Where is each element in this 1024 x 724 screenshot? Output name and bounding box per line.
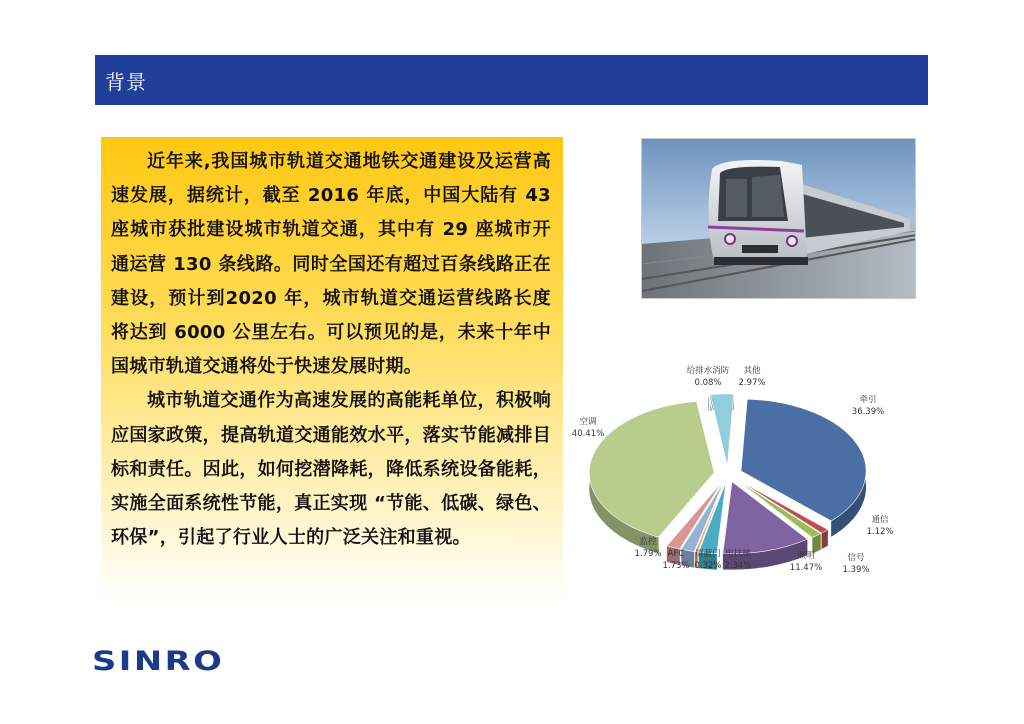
paragraph-development: 近年来,我国城市轨道交通地铁交通建设及运营高速发展，据统计，截至 2016 年底，中国大陆有 43 座城市获批建设城市轨道交通，其中有 29 座城市开通运营 130 条线路。同时全国还有超过百条线路正在建设，预计到2020 年，城市轨道交通运营线路长度将达到 6000 公里左右。可以预见的是，未来十年中国城市轨道交通将处于快速发展时期。 — [111, 151, 551, 378]
metro-train-illustration — [642, 139, 916, 299]
pie-label-0: 牵引 — [859, 395, 877, 405]
pie-chart-svg — [568, 362, 908, 580]
pie-value-label-5: 0.32% — [694, 561, 722, 571]
sinro-logo: SINRO — [92, 646, 225, 677]
pie-label-5: 屏蔽门 — [695, 549, 721, 559]
pie-value-label-3: 11.47% — [789, 563, 823, 573]
background-text-box — [101, 137, 563, 602]
pie-label-8: 空调 — [579, 417, 597, 427]
pie-value-label-0: 36.39% — [851, 407, 885, 417]
energy-consumption-pie-chart — [568, 362, 908, 580]
pie-label-7: 监控 — [639, 537, 657, 547]
pie-slice-10 — [710, 394, 733, 466]
pie-label-3: 照明 — [797, 551, 815, 561]
pie-value-label-9: 0.08% — [694, 378, 722, 388]
metro-train-photo — [641, 138, 916, 299]
pie-value-label-8: 40.41% — [571, 429, 605, 439]
pie-label-10: 其他 — [743, 366, 761, 376]
pie-value-label-7: 1.79% — [634, 549, 662, 559]
section-title: 背景 — [105, 69, 147, 94]
pie-label-4: 电扶梯 — [725, 549, 751, 559]
pie-value-label-2: 1.39% — [842, 565, 870, 575]
pie-value-label-10: 2.97% — [738, 378, 766, 388]
pie-value-label-6: 1.73% — [662, 561, 690, 571]
pie-label-9: 给排水消防 — [686, 366, 730, 376]
pie-label-6: AFC — [667, 549, 685, 559]
pie-label-2: 信号 — [847, 553, 865, 563]
pie-value-label-4: 2.34% — [724, 561, 752, 571]
section-header-bar — [95, 55, 928, 105]
paragraph-energy-saving: 城市轨道交通作为高速发展的高能耗单位，积极响应国家政策，提高轨道交通能效水平，落实节能减排目标和责任。因此，如何挖潜降耗，降低系统设备能耗，实施全面系统性节能，真正实现 “节能、低碳、绿色、环保”，引起了行业人士的广泛关注和重视。 — [111, 390, 551, 549]
pie-value-label-1: 1.12% — [866, 527, 894, 537]
pie-label-1: 通信 — [871, 515, 889, 525]
